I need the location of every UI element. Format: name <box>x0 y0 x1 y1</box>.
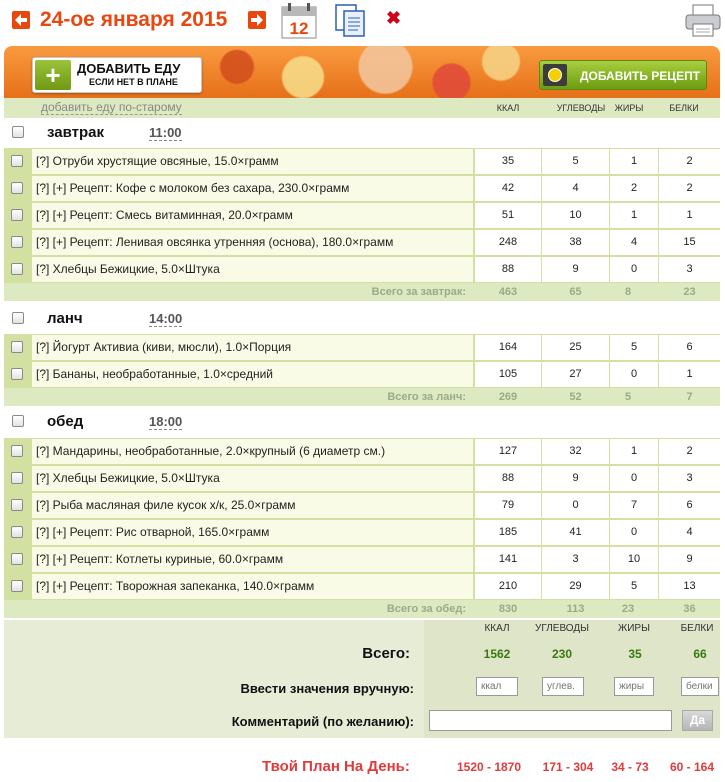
add-food-button[interactable] <box>32 57 202 93</box>
printer-icon <box>684 4 722 38</box>
summary-protein-header: БЕЛКИ <box>680 623 714 634</box>
food-checkbox[interactable] <box>11 499 23 511</box>
food-fat: 0 <box>610 520 658 545</box>
food-checkbox[interactable] <box>11 263 23 275</box>
manual-fat-input[interactable] <box>614 677 654 696</box>
meal-total-fat: 23 <box>621 603 635 615</box>
food-carbs: 32 <box>542 439 609 464</box>
next-day-button[interactable] <box>248 11 266 29</box>
food-name[interactable]: [?] [+] Рецепт: Творожная запеканка, 140.0×грамм <box>32 574 473 599</box>
meal-total-label: Всего за завтрак: <box>371 286 466 298</box>
food-name[interactable]: [?] Рыба масляная филе кусок х/к, 25.0×грамм <box>32 493 473 518</box>
food-kcal: 210 <box>475 574 541 599</box>
food-checkbox[interactable] <box>11 553 23 565</box>
food-checkbox[interactable] <box>11 580 23 592</box>
summary-fat-header: ЖИРЫ <box>618 623 650 634</box>
meal-time[interactable]: 18:00 <box>149 414 183 429</box>
food-carbs: 10 <box>542 203 609 228</box>
meal-checkbox[interactable] <box>12 126 24 138</box>
submit-comment-button[interactable]: Да <box>682 710 713 731</box>
manual-kcal-input[interactable] <box>476 677 518 696</box>
food-row <box>4 519 720 546</box>
columns-header <box>4 98 720 118</box>
meal-header <box>4 407 720 437</box>
food-row <box>4 361 720 388</box>
manual-protein-input[interactable] <box>681 677 719 696</box>
meal-header <box>4 118 720 148</box>
food-protein: 1 <box>659 362 720 387</box>
food-carbs: 29 <box>542 574 609 599</box>
close-icon: ✖ <box>386 8 402 28</box>
food-protein: 3 <box>659 466 720 491</box>
food-protein: 4 <box>659 520 720 545</box>
food-row <box>4 256 720 283</box>
plan-carbs: 171 - 304 <box>542 760 594 774</box>
food-kcal: 51 <box>475 203 541 228</box>
food-protein: 6 <box>659 335 720 360</box>
meal-time[interactable]: 14:00 <box>149 311 183 326</box>
food-fat: 5 <box>610 574 658 599</box>
food-checkbox[interactable] <box>11 472 23 484</box>
food-protein: 1 <box>659 203 720 228</box>
protein-header: БЕЛКИ <box>669 103 699 113</box>
daily-plan-label: Твой План На День: <box>262 758 410 775</box>
meal-total-label: Всего за ланч: <box>387 391 466 403</box>
food-kcal: 88 <box>475 466 541 491</box>
plan-fat: 34 - 73 <box>611 760 649 774</box>
food-row <box>4 492 720 519</box>
food-protein: 3 <box>659 257 720 282</box>
plate-icon <box>543 64 567 86</box>
arrow-right-icon <box>248 11 266 29</box>
meal-header <box>4 304 720 334</box>
food-protein: 13 <box>659 574 720 599</box>
action-banner <box>4 46 720 98</box>
add-food-label: ДОБАВИТЬ ЕДУ <box>77 61 181 76</box>
summary-kcal-header: ККАЛ <box>484 623 510 634</box>
add-recipe-label: ДОБАВИТЬ РЕЦЕПТ <box>580 69 701 83</box>
food-fat: 1 <box>610 149 658 174</box>
grand-total-carbs: 230 <box>551 647 573 661</box>
fruit-decoration <box>204 46 534 98</box>
food-checkbox[interactable] <box>11 236 23 248</box>
meal-total-fat: 8 <box>624 286 632 298</box>
food-carbs: 4 <box>542 176 609 201</box>
food-name[interactable]: [?] Отруби хрустящие овсяные, 15.0×грамм <box>32 149 473 174</box>
food-kcal: 42 <box>475 176 541 201</box>
food-checkbox[interactable] <box>11 209 23 221</box>
meal-total-kcal: 830 <box>498 603 518 615</box>
calendar-day: 12 <box>289 19 309 38</box>
meal-total-protein: 23 <box>683 286 696 298</box>
copy-day-button[interactable] <box>333 3 369 42</box>
meal-total-label: Всего за обед: <box>386 603 466 615</box>
grand-total-label: Всего: <box>362 645 410 662</box>
food-kcal: 105 <box>475 362 541 387</box>
food-row <box>4 573 720 600</box>
documents-icon <box>333 3 369 39</box>
meal-total-row <box>4 600 720 618</box>
food-name[interactable]: [?] [+] Рецепт: Котлеты куриные, 60.0×грамм <box>32 547 473 572</box>
food-name[interactable]: [?] Йогурт Активиа (киви, мюсли), 1.0×Порция <box>32 335 473 360</box>
grand-total-kcal: 1562 <box>483 647 511 661</box>
print-button[interactable] <box>684 4 722 41</box>
food-carbs: 9 <box>542 257 609 282</box>
kcal-header: ККАЛ <box>496 103 520 113</box>
food-fat: 10 <box>610 547 658 572</box>
food-row <box>4 202 720 229</box>
meal-total-carbs: 65 <box>569 286 582 298</box>
food-carbs: 5 <box>542 149 609 174</box>
food-carbs: 27 <box>542 362 609 387</box>
food-checkbox[interactable] <box>11 155 23 167</box>
food-fat: 4 <box>610 230 658 255</box>
food-kcal: 141 <box>475 547 541 572</box>
food-protein: 9 <box>659 547 720 572</box>
food-row <box>4 229 720 256</box>
food-name[interactable]: [?] Бананы, необработанные, 1.0×средний <box>32 362 473 387</box>
plus-icon: + <box>35 60 71 90</box>
food-protein: 2 <box>659 176 720 201</box>
meal-checkbox[interactable] <box>12 312 24 324</box>
delete-day-button[interactable] <box>386 8 401 28</box>
food-fat: 0 <box>610 466 658 491</box>
meal-name: завтрак <box>47 124 104 141</box>
meal-name: ланч <box>47 310 83 327</box>
food-row <box>4 148 720 175</box>
food-fat: 1 <box>610 439 658 464</box>
comment-label: Комментарий (по желанию): <box>231 714 414 729</box>
meal-time[interactable]: 11:00 <box>149 125 182 140</box>
food-carbs: 25 <box>542 335 609 360</box>
add-food-sublabel: ЕСЛИ НЕТ В ПЛАНЕ <box>89 77 178 87</box>
food-checkbox[interactable] <box>11 526 23 538</box>
food-carbs: 41 <box>542 520 609 545</box>
grand-total-fat: 35 <box>628 647 642 661</box>
food-row <box>4 175 720 202</box>
meal-total-carbs: 52 <box>569 391 582 403</box>
food-name[interactable]: [?] [+] Рецепт: Смесь витаминная, 20.0×грамм <box>32 203 473 228</box>
comment-input[interactable] <box>429 710 672 731</box>
food-carbs: 3 <box>542 547 609 572</box>
food-protein: 2 <box>659 439 720 464</box>
carbs-header: УГЛЕВОДЫ <box>556 103 606 113</box>
prev-day-button[interactable] <box>12 11 30 29</box>
food-name[interactable]: [?] Хлебцы Бежицкие, 5.0×Штука <box>32 466 473 491</box>
meal-total-protein: 36 <box>683 603 696 615</box>
plan-protein: 60 - 164 <box>669 760 715 774</box>
plan-kcal: 1520 - 1870 <box>456 760 522 774</box>
food-carbs: 38 <box>542 230 609 255</box>
manual-carbs-input[interactable] <box>542 677 584 696</box>
food-row <box>4 438 720 465</box>
food-kcal: 35 <box>475 149 541 174</box>
food-fat: 0 <box>610 362 658 387</box>
food-protein: 6 <box>659 493 720 518</box>
food-checkbox[interactable] <box>11 368 23 380</box>
food-kcal: 164 <box>475 335 541 360</box>
food-kcal: 248 <box>475 230 541 255</box>
meal-name: обед <box>47 413 84 430</box>
add-recipe-button[interactable] <box>539 60 707 90</box>
add-food-old-way-link[interactable]: добавить еду по-старому <box>41 100 182 114</box>
manual-entry-label: Ввести значения вручную: <box>240 681 414 696</box>
food-fat: 7 <box>610 493 658 518</box>
food-protein: 15 <box>659 230 720 255</box>
page-title: 24-ое января 2015 <box>40 8 228 31</box>
food-fat: 5 <box>610 335 658 360</box>
food-fat: 1 <box>610 203 658 228</box>
meal-total-protein: 7 <box>686 391 693 403</box>
grand-total-protein: 66 <box>693 647 707 661</box>
meal-total-kcal: 269 <box>498 391 518 403</box>
food-checkbox[interactable] <box>11 182 23 194</box>
meal-total-kcal: 463 <box>498 286 518 298</box>
food-name[interactable]: [?] [+] Рецепт: Ленивая овсянка утренняя (основа), 180.0×грамм <box>32 230 473 255</box>
summary-carbs-header: УГЛЕВОДЫ <box>535 623 589 634</box>
arrow-left-icon <box>12 11 30 29</box>
meal-total-row <box>4 283 720 301</box>
food-kcal: 185 <box>475 520 541 545</box>
food-carbs: 0 <box>542 493 609 518</box>
food-row <box>4 546 720 573</box>
food-name[interactable]: [?] Хлебцы Бежицкие, 5.0×Штука <box>32 257 473 282</box>
food-protein: 2 <box>659 149 720 174</box>
meal-total-row <box>4 388 720 406</box>
food-fat: 2 <box>610 176 658 201</box>
top-bar <box>0 0 725 44</box>
food-fat: 0 <box>610 257 658 282</box>
meal-checkbox[interactable] <box>12 415 24 427</box>
meal-total-carbs: 113 <box>566 603 585 615</box>
meal-total-fat: 5 <box>624 391 632 403</box>
food-checkbox[interactable] <box>11 445 23 457</box>
food-name[interactable]: [?] [+] Рецепт: Рис отварной, 165.0×грамм <box>32 520 473 545</box>
food-checkbox[interactable] <box>11 341 23 353</box>
fat-header: ЖИРЫ <box>614 103 644 113</box>
food-kcal: 88 <box>475 257 541 282</box>
food-carbs: 9 <box>542 466 609 491</box>
day-summary <box>4 620 720 738</box>
food-kcal: 127 <box>475 439 541 464</box>
food-kcal: 79 <box>475 493 541 518</box>
food-name[interactable]: [?] [+] Рецепт: Кофе с молоком без сахара, 230.0×грамм <box>32 176 473 201</box>
food-name[interactable]: [?] Мандарины, необработанные, 2.0×крупный (6 диаметр см.) <box>32 439 473 464</box>
calendar-button[interactable] <box>280 2 320 43</box>
calendar-icon <box>280 2 320 40</box>
food-row <box>4 334 720 361</box>
food-row <box>4 465 720 492</box>
